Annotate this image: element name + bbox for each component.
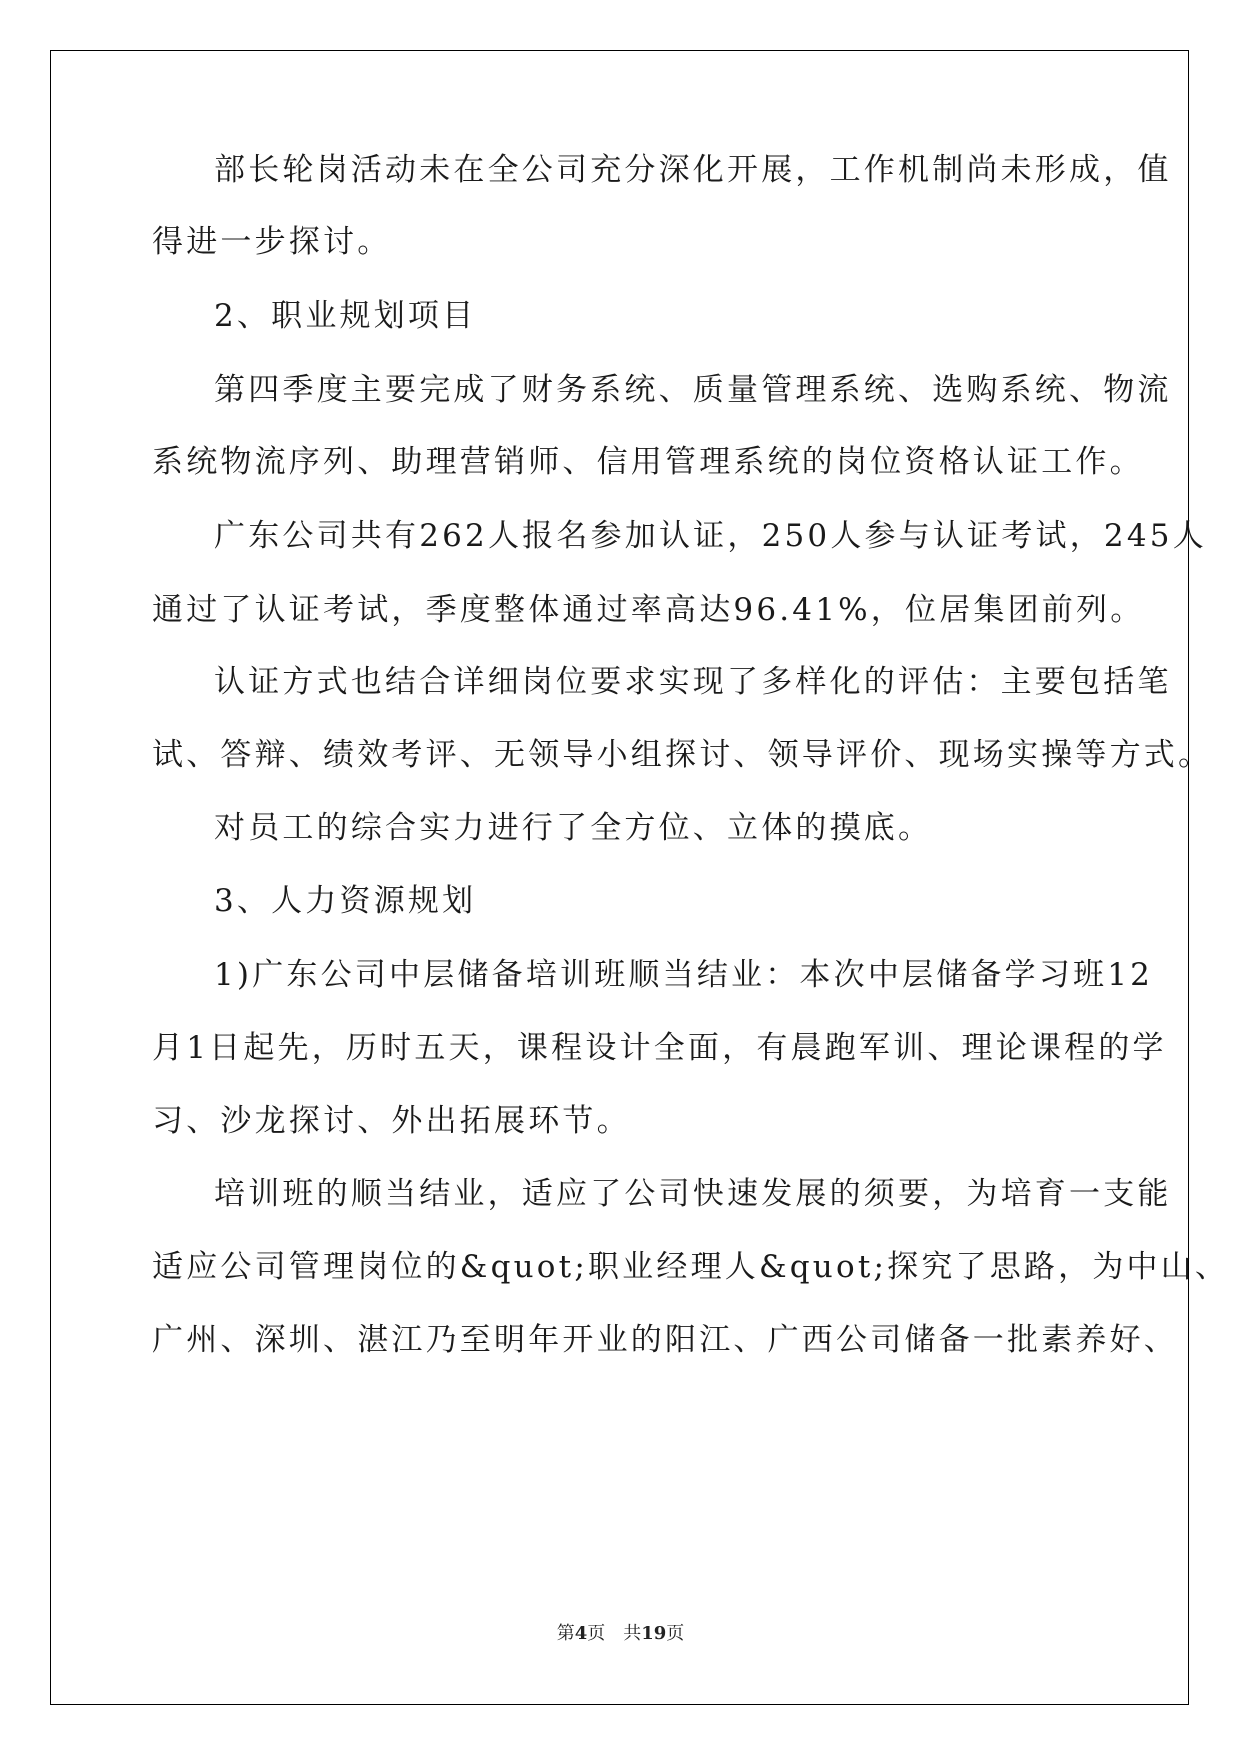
section-heading: 2、职业规划项目 [214,298,477,334]
paragraph-line: 广东公司共有262人报名参加认证，250人参与认证考试，245人 [214,518,1207,554]
footer-page-prefix: 第 [556,1623,575,1644]
section-heading: 3、人力资源规划 [214,883,477,919]
paragraph-line: 培训班的顺当结业，适应了公司快速发展的须要，为培育一支能 [214,1176,1172,1212]
page-footer [0,1622,1241,1646]
paragraph-line: 第四季度主要完成了财务系统、质量管理系统、选购系统、物流 [214,372,1172,408]
paragraph-line: 试、答辩、绩效考评、无领导小组探讨、领导评价、现场实操等方式。 [152,737,1213,773]
footer-page-suffix: 页 [587,1623,606,1644]
paragraph-line: 系统物流序列、助理营销师、信用管理系统的岗位资格认证工作。 [152,444,1144,480]
paragraph-line: 通过了认证考试，季度整体通过率高达96.41%，位居集团前列。 [152,592,1145,628]
total-pages: 19 [641,1623,667,1644]
page-number: 4 [574,1623,588,1644]
footer-total-prefix: 共 [623,1623,642,1644]
footer-total-suffix: 页 [666,1623,685,1644]
paragraph-line: 部长轮岗活动未在全公司充分深化开展，工作机制尚未形成，值 [214,152,1172,188]
paragraph-line: 得进一步探讨。 [152,224,392,260]
paragraph-line: 对员工的综合实力进行了全方位、立体的摸底。 [214,810,933,846]
paragraph-line: 认证方式也结合详细岗位要求实现了多样化的评估：主要包括笔 [214,664,1172,700]
paragraph-line: 1)广东公司中层储备培训班顺当结业：本次中层储备学习班12 [214,957,1154,993]
paragraph-line: 习、沙龙探讨、外出拓展环节。 [152,1103,631,1139]
paragraph-line: 广州、深圳、湛江乃至明年开业的阳江、广西公司储备一批素养好、 [152,1322,1178,1358]
paragraph-line: 月1日起先，历时五天，课程设计全面，有晨跑军训、理论课程的学 [152,1030,1167,1066]
paragraph-line: 适应公司管理岗位的&quot;职业经理人&quot;探究了思路，为中山、 [152,1249,1230,1285]
